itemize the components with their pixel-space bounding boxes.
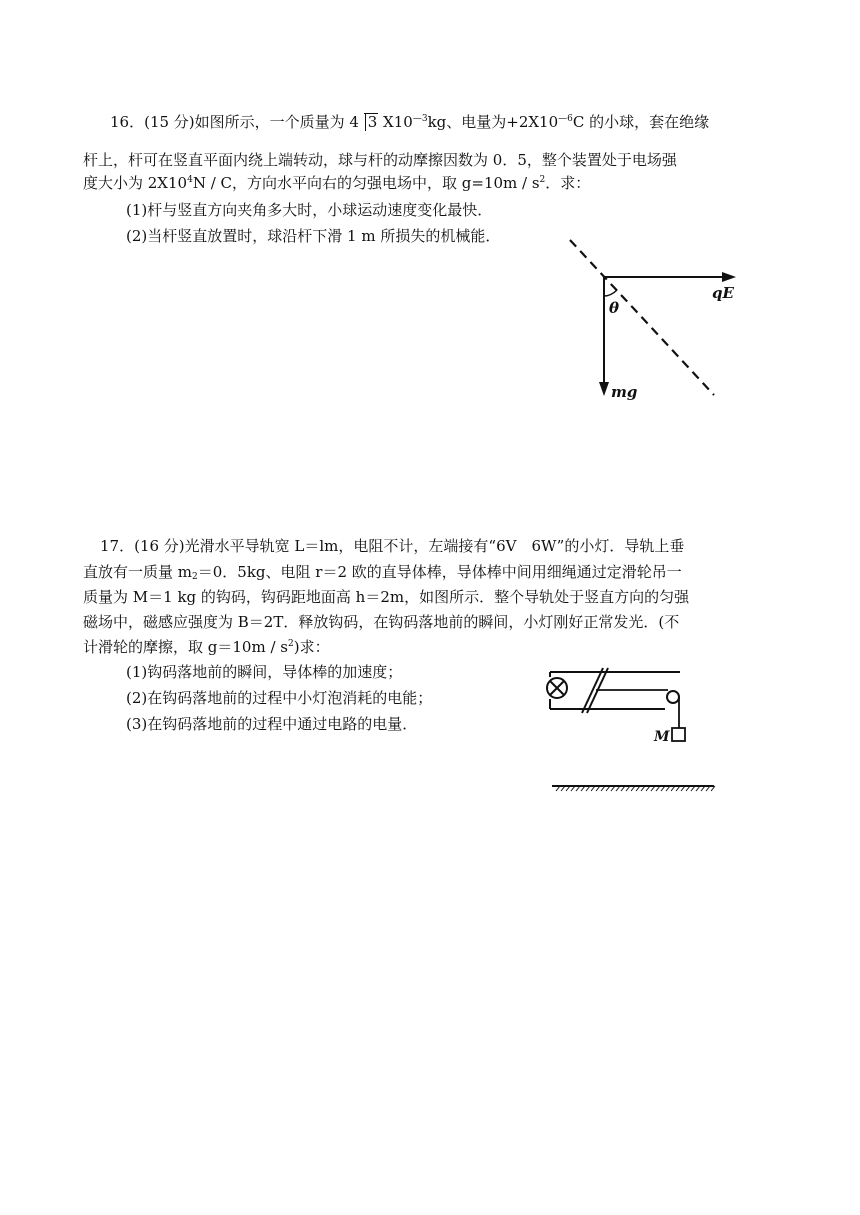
problem17-question-3: (3)在钩码落地前的过程中通过电路的电量． [126, 715, 418, 733]
exponent: —6 [558, 114, 573, 124]
problem17-line2-a: 直放有一质量 m [83, 563, 192, 581]
exponent: 4 [187, 175, 193, 185]
problem17-question-1: (1)钩码落地前的瞬间，导体棒的加速度； [126, 663, 403, 681]
hanging-mass-icon [672, 728, 685, 741]
problem16-question-1: (1)杆与竖直方向夹角多大时，小球运动速度变化最快． [126, 201, 493, 219]
problem16-line3-c: ．求： [545, 174, 591, 192]
problem17-line2-b: ＝0．5kg、电阻 r＝2 欧的直导体棒，导体棒中间用细绳通过定滑轮吊一 [197, 563, 682, 581]
exponent: 2 [287, 639, 294, 649]
mg-label: mg [611, 383, 638, 401]
qE-label: qE [712, 284, 734, 302]
problem16-line1-d: C 的小球，套在绝缘 [572, 113, 710, 131]
exponent: —3 [412, 114, 428, 124]
problem17-line3: 质量为 M＝1 kg 的钩码，钩码距地面高 h＝2m，如图所示．整个导轨处于竖直方向的匀强 [83, 588, 690, 606]
problem17-line5-b: )求： [293, 638, 330, 656]
problem17-line5-a: 计滑轮的摩擦，取 g＝10m / s [83, 638, 288, 656]
problem16-question-2: (2)当杆竖直放置时，球沿杆下滑 1 m 所损失的机械能． [126, 227, 501, 245]
subscript: 2 [192, 572, 198, 582]
problem16-line3-a: 度大小为 2X10 [83, 174, 188, 192]
lamp-icon [547, 678, 567, 698]
problem17-question-2: (2)在钩码落地前的过程中小灯泡消耗的电能； [126, 689, 433, 707]
sqrt-arg: 3 [365, 113, 378, 131]
pulley-icon [667, 691, 679, 703]
problem16-line1-b: X10 [378, 113, 413, 131]
exponent: 2 [539, 175, 546, 185]
mass-label: M [654, 729, 670, 745]
problem16-line1-c: kg、电量为+2X10 [427, 113, 559, 131]
problem16-line2: 杆上，杆可在竖直平面内绕上端转动，球与杆的动摩擦因数为 0．5，整个装置处于电场强 [83, 151, 677, 169]
theta-label: θ [609, 299, 620, 317]
problem17-line1: 17．(16 分)光滑水平导轨宽 L＝lm，电阻不计，左端接有“6V 6W”的小灯．导轨上垂 [100, 537, 685, 555]
problem16-line1-a: 16．(15 分)如图所示，一个质量为 4 [110, 113, 364, 131]
problem17-line4: 磁场中，磁感应强度为 B＝2T．释放钩码，在钩码落地前的瞬间，小灯刚好正常发光．(不 [83, 613, 680, 631]
problem16-line3-b: N / C，方向水平向右的匀强电场中，取 g=10m / s [192, 174, 540, 192]
